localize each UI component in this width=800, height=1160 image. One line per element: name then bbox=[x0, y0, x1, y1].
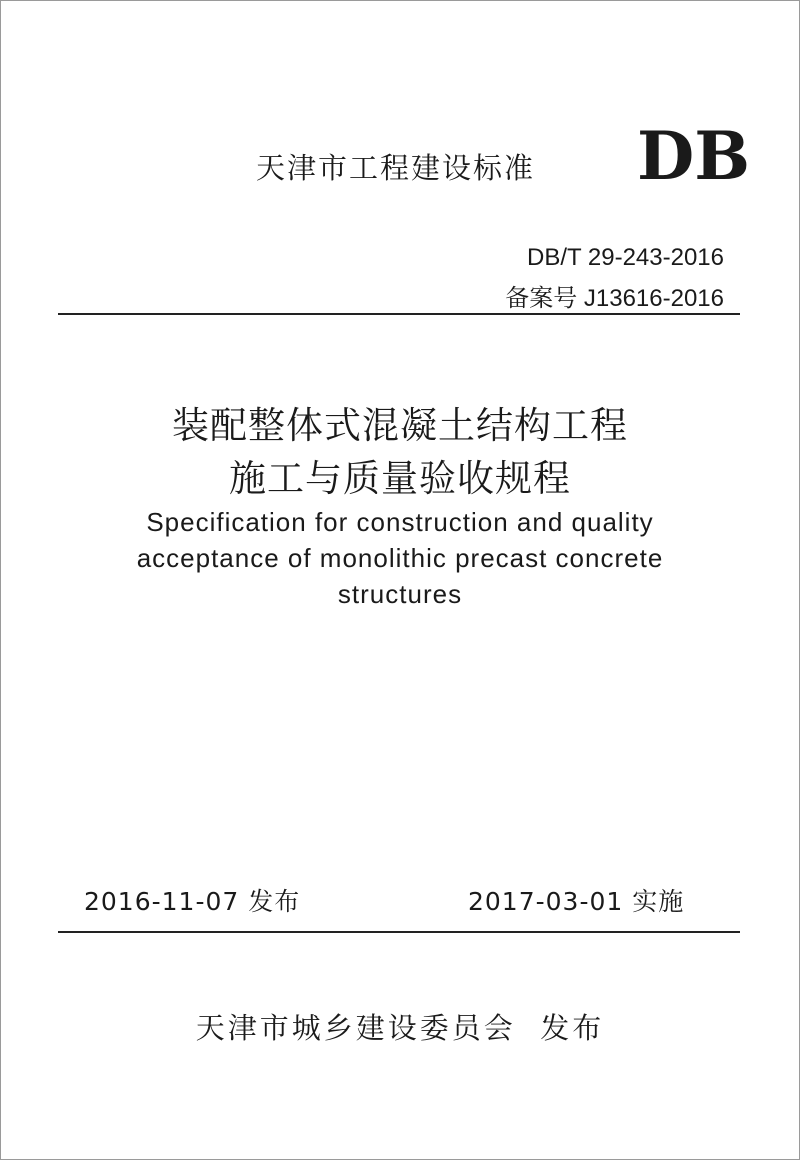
record-code: 备案号 J13616-2016 bbox=[505, 285, 724, 312]
standard-category-label: 天津市工程建设标准 bbox=[256, 151, 536, 185]
standard-code: DB/T 29-243-2016 bbox=[526, 244, 724, 271]
title-en-line-3: structures bbox=[337, 579, 463, 609]
issue-date: 2016-11-07 发布 bbox=[84, 887, 301, 916]
title-cn-line-2: 施工与质量验收规程 bbox=[229, 457, 571, 500]
publisher: 天津市城乡建设委员会 发布 bbox=[195, 1011, 605, 1045]
title-en-line-1: Specification for construction and quality bbox=[146, 507, 654, 537]
title-cn-line-1: 装配整体式混凝土结构工程 bbox=[172, 404, 628, 447]
db-mark: DB bbox=[637, 117, 751, 195]
top-divider bbox=[58, 313, 740, 315]
effective-date: 2017-03-01 实施 bbox=[468, 887, 685, 916]
bottom-divider bbox=[58, 931, 740, 933]
title-en-line-2: acceptance of monolithic precast concrete bbox=[136, 543, 664, 573]
